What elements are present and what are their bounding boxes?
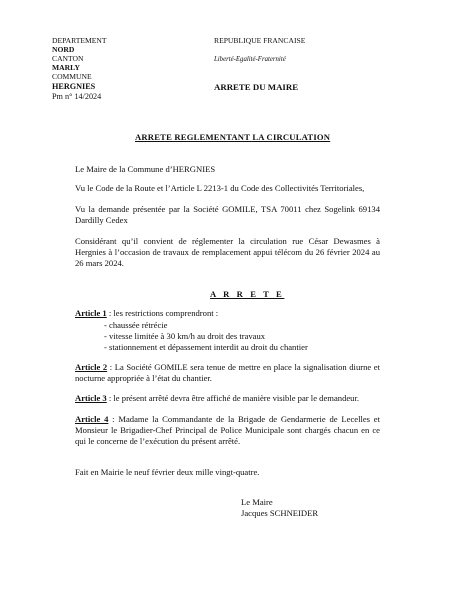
article-1-list	[104, 320, 308, 353]
article-1	[75, 308, 218, 319]
header-left	[52, 36, 107, 81]
department-label: DEPARTEMENT	[52, 36, 107, 45]
canton-label: CANTON	[52, 54, 84, 63]
arrete-heading: A R R E T E	[210, 289, 285, 299]
article-1-text: : les restrictions comprendront :	[106, 308, 219, 318]
document-title: ARRETE REGLEMENTANT LA CIRCULATION	[135, 132, 331, 142]
signature-role: Le Maire	[241, 497, 273, 507]
article-3-text: : le présent arrêté devra être affiché de manière visible par le demandeur.	[106, 393, 360, 403]
list-item: - stationnement et dépassement interdit au droit du chantier	[104, 342, 308, 352]
commune-label: COMMUNE	[52, 72, 92, 81]
article-1-label: Article 1	[75, 308, 107, 318]
mayor-line: Le Maire de la Commune d’HERGNIES	[75, 164, 216, 174]
article-2-label: Article 2	[75, 362, 108, 372]
republic-motto: Liberté-Egalité-Fraternité	[214, 56, 286, 63]
article-3-label: Article 3	[75, 393, 107, 403]
article-3	[75, 393, 359, 404]
list-item: - chaussée rétrécie	[104, 320, 168, 330]
decree-reference: Pm n° 14/2024	[52, 92, 102, 101]
article-2	[75, 362, 380, 384]
considerant: Considérant qu’il convient de réglementer la circulation rue César Dewasmes à Hergnies à l’occasion de travaux de remplacement appui télécom du 26 février 2024 au 26 mars 2024.	[75, 236, 380, 268]
vu-code-route: Vu le Code de la Route et l’Article L 2213-1 du Code des Collectivités Territoriales,	[75, 183, 365, 193]
canton-name: MARLY	[52, 63, 80, 72]
article-4-label: Article 4	[75, 414, 109, 424]
decree-type: ARRETE DU MAIRE	[214, 82, 299, 92]
article-4-text: : Madame la Commandante de la Brigade de Gendarmerie de Lecelles et Monsieur le Brigadier-Chef Principal de Police Municipale sont chargés chacun en ce qui le concerne de l’exécution du présent arrêté.	[75, 414, 380, 446]
commune-name: HERGNIES	[52, 82, 96, 91]
article-2-text: : La Société GOMILE sera tenue de mettre en place la signalisation diurne et nocturne appropriée à l’état du chantier.	[75, 362, 380, 383]
signature-name: Jacques SCHNEIDER	[241, 508, 319, 518]
article-4	[75, 414, 380, 447]
republic-label: REPUBLIQUE FRANCAISE	[214, 36, 306, 45]
vu-demande: Vu la demande présentée par la Société GOMILE, TSA 70011 chez Sogelink 69134 Dardilly Cedex	[75, 204, 380, 225]
department-name: NORD	[52, 45, 75, 54]
closing-statement: Fait en Mairie le neuf février deux mille vingt-quatre.	[75, 467, 260, 477]
list-item: - vitesse limitée à 30 km/h au droit des travaux	[104, 331, 266, 341]
